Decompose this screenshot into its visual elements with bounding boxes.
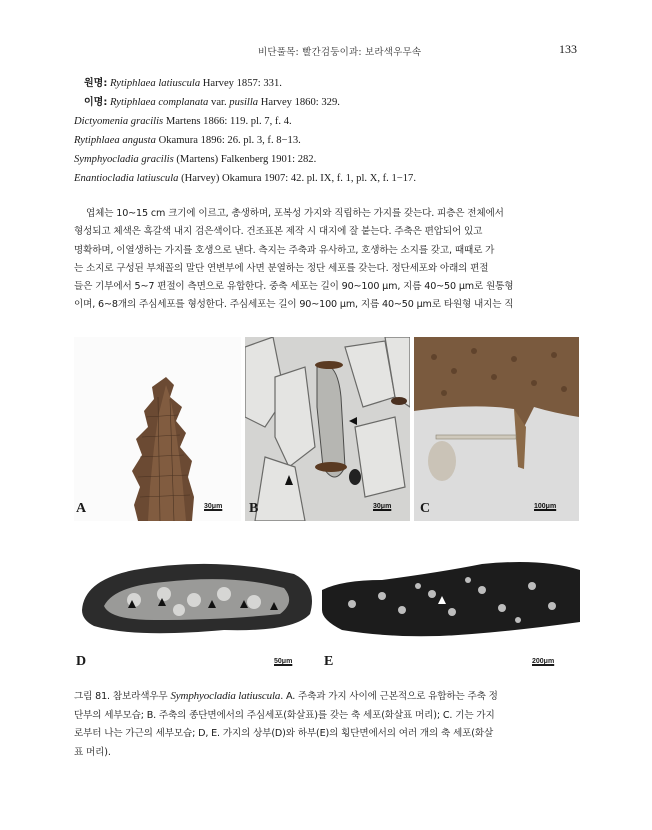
- figure-panel-e: [322, 550, 580, 675]
- panel-d-letter: D: [76, 654, 87, 669]
- synonym-species: Rytiphlaea complanata: [109, 97, 209, 108]
- caption-line: 표 머리).: [74, 746, 111, 758]
- panel-e-letter: E: [324, 654, 334, 669]
- description-line: 들은 기부에서 5~7 편절이 측면으로 유합한다. 중축 세포는 길이 90~100 μm, 지름 40~50 μm로 원통형: [74, 281, 514, 293]
- synonym-other-citation: (Harvey) Okamura 1907: 42. pl. IX, f. 1, pl. X, f. 1−17.: [181, 173, 416, 184]
- synonym-other-2: [74, 131, 301, 150]
- panel-a-letter: A: [76, 501, 87, 516]
- synonym-other-species: Enantiocladia latiuscula: [74, 173, 179, 184]
- synonym-other-1: [74, 112, 292, 131]
- page-number: 133: [559, 42, 577, 56]
- synonym-other-3: [74, 150, 316, 169]
- synonym-line: [84, 93, 340, 112]
- figure-panel-d: [74, 550, 319, 675]
- panel-e-micrograph: [322, 550, 580, 650]
- basionym-label: 원명:: [84, 78, 108, 89]
- figure-panel-b: [245, 337, 410, 521]
- synonym-other-citation: Martens 1866: 119. pl. 7, f. 4.: [165, 116, 292, 127]
- synonym-var: var.: [211, 97, 230, 108]
- panel-e-scale: 200μm: [532, 658, 555, 665]
- synonym-var-name: pusilla: [229, 97, 259, 108]
- description-paragraph: [74, 205, 582, 315]
- panel-b-scale: 30μm: [373, 503, 392, 510]
- synonym-other-citation: (Martens) Falkenberg 1901: 282.: [176, 154, 317, 165]
- panel-a-micrograph: [74, 337, 241, 521]
- caption-prefix: 그림 81. 참보라색우무: [74, 691, 171, 702]
- panel-a-scale: 30μm: [204, 503, 223, 510]
- basionym-species: Rytiphlaea latiuscula: [109, 78, 201, 89]
- caption-species: Symphyocladia latiuscula: [170, 690, 281, 702]
- figure-caption: [74, 687, 582, 762]
- synonym-other-species: Rytiphlaea angusta: [74, 135, 156, 146]
- caption-line: 로부터 나는 가근의 세부모습; D, E. 가지의 상부(D)와 하부(E)의 횡단면에서의 여러 개의 축 세포(화살: [74, 728, 494, 739]
- caption-line1-rest: . A. 주축과 가지 사이에 근본적으로 유합하는 주축 정: [280, 691, 498, 702]
- panel-d-micrograph: [74, 550, 319, 650]
- synonym-other-species: Dictyomenia gracilis: [74, 116, 164, 127]
- panel-d-scale: 50μm: [274, 658, 293, 665]
- figure-panel-a: [74, 337, 241, 521]
- caption-line: [74, 687, 582, 707]
- description-line: 이며, 6~8개의 주심세포를 형성한다. 주심세포는 길이 90~100 μm, 지름 40~50 μm로 타원형 내지는 직: [74, 299, 514, 311]
- synonym-other-4: [74, 169, 416, 188]
- synonym-other-citation: Okamura 1896: 26. pl. 3, f. 8−13.: [158, 135, 301, 146]
- description-line: 는 소지로 구성된 부채꼴의 말단 연변부에 사면 분열하는 정단 세포를 갖는다. 정단세포와 아래의 편절: [74, 262, 489, 274]
- synonym-citation: Harvey 1860: 329.: [260, 97, 340, 108]
- description-line: 엽체는 10~15 cm 크기에 이르고, 총생하며, 포복성 가지와 직립하는 가지를 갖는다. 피층은 전체에서: [86, 208, 504, 219]
- basionym-citation: Harvey 1857: 331.: [202, 78, 282, 89]
- synonym-other-species: Symphyocladia gracilis: [74, 154, 174, 165]
- description-line: 형성되고 체색은 흑갈색 내지 검은색이다. 건조표본 제작 시 대지에 잘 붙는다. 주축은 편압되어 있고: [74, 226, 483, 238]
- running-header: 비단풀목: 빨간검둥이과: 보라색우무속: [258, 47, 422, 58]
- panel-b-micrograph: [245, 337, 410, 521]
- caption-line: 단부의 세부모습; B. 주축의 종단면에서의 주심세포(화살표)를 갖는 축 세포(화살표 머리); C. 기는 가지: [74, 709, 495, 721]
- panel-c-scale: 100μm: [534, 503, 557, 510]
- synonym-label: 이명:: [84, 97, 108, 108]
- panel-c-micrograph: [414, 337, 579, 521]
- panel-b-letter: B: [249, 501, 259, 516]
- basionym-line: [84, 74, 282, 93]
- description-line: 명확하며, 이열생하는 가지를 호생으로 낸다. 측지는 주축과 유사하고, 호생하는 소지를 갖고, 때때로 가: [74, 244, 495, 256]
- panel-c-letter: C: [420, 501, 431, 516]
- figure-panel-c: [414, 337, 579, 521]
